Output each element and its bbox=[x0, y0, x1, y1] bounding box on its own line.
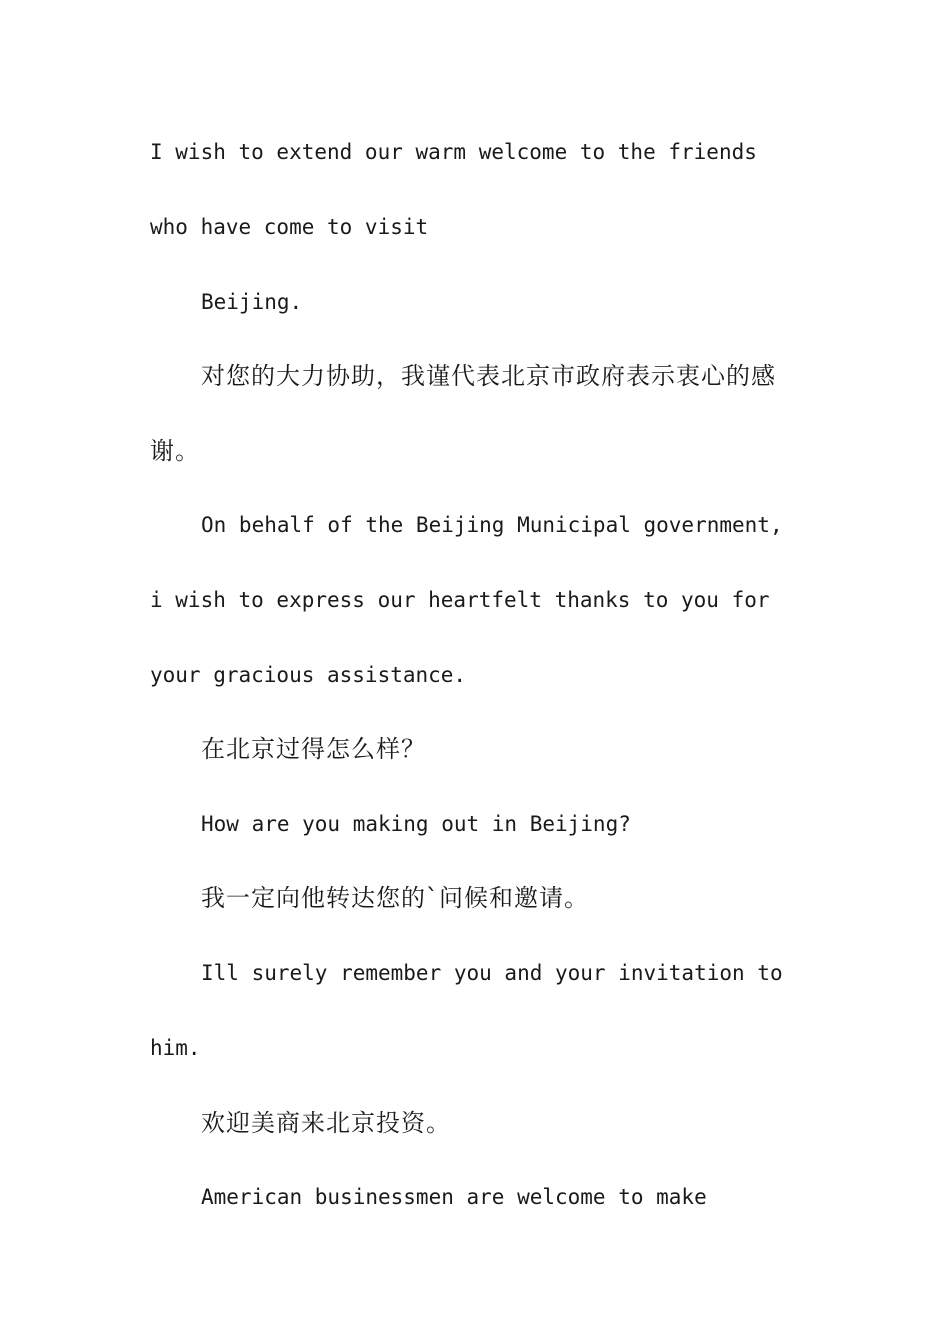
paragraph-line: On behalf of the Beijing Municipal government, bbox=[201, 513, 783, 537]
paragraph-line: him. bbox=[150, 1036, 201, 1060]
paragraph-line: 对您的大力协助，我谨代表北京市政府表示衷心的感 bbox=[201, 362, 776, 390]
paragraph-line: i wish to express our heartfelt thanks to you for bbox=[150, 588, 770, 612]
paragraph-line: your gracious assistance. bbox=[150, 663, 467, 687]
paragraph-line: I wish to extend our warm welcome to the friends bbox=[150, 140, 757, 164]
paragraph-line: 在北京过得怎么样？ bbox=[201, 735, 426, 763]
paragraph-line: Ill surely remember you and your invitation to bbox=[201, 961, 783, 985]
paragraph-line: Beijing. bbox=[201, 290, 303, 314]
paragraph-line: American businessmen are welcome to make bbox=[201, 1185, 707, 1209]
paragraph-line: How are you making out in Beijing? bbox=[201, 812, 631, 836]
paragraph-line: who have come to visit bbox=[150, 215, 429, 239]
paragraph-line: 谢。 bbox=[150, 437, 200, 465]
paragraph-line: 我一定向他转达您的`问候和邀请。 bbox=[201, 884, 589, 912]
paragraph-line: 欢迎美商来北京投资。 bbox=[201, 1109, 451, 1137]
